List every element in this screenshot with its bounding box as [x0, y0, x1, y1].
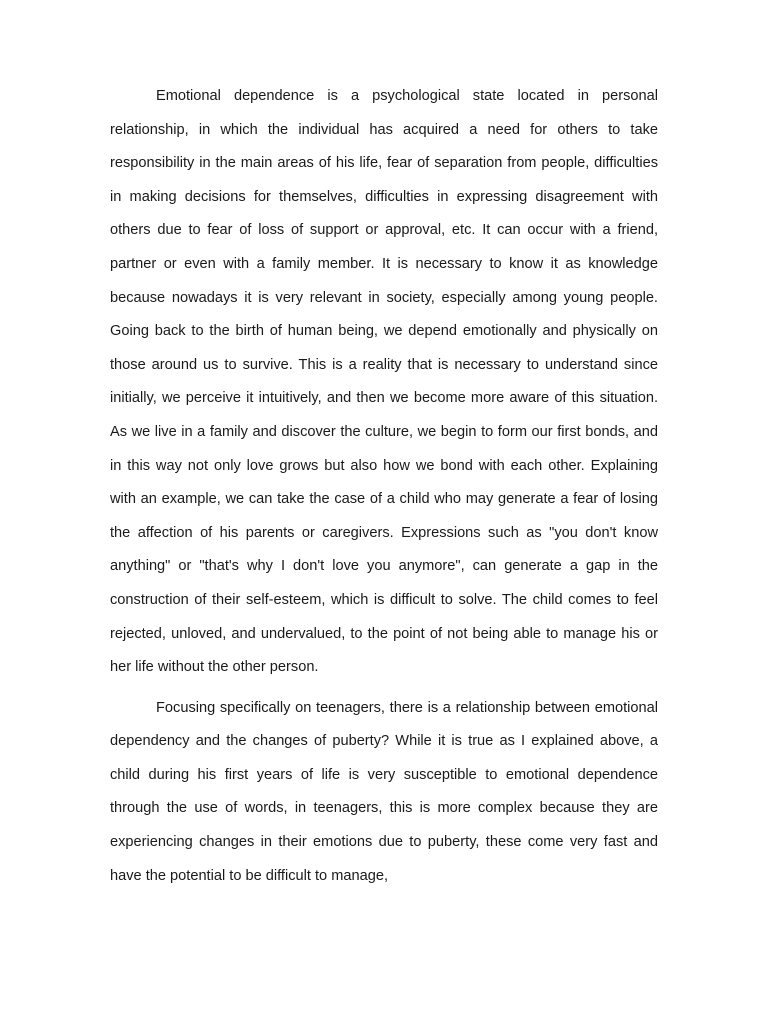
paragraph-emotional-dependence: Emotional dependence is a psychological state located in personal relationship, in which the individual has acquired a need for others to take responsibility in the main areas of his life, fear of separation from people, difficulties in making decisions for themselves, difficulties in expressing disagreement with others due to fear of loss of support or approval, etc. It can occur with a friend, partner or even with a family member. It is necessary to know it as knowledge because nowadays it is very relevant in society, especially among young people. Going back to the birth of human being, we depend emotionally and physically on those around us to survive. This is a reality that is necessary to understand since initially, we perceive it intuitively, and then we become more aware of this situation. As we live in a family and discover the culture, we begin to form our first bonds, and in this way not only love grows but also how we bond with each other. Explaining with an example, we can take the case of a child who may generate a fear of losing the affection of his parents or caregivers. Expressions such as "you don't know anything" or "that's why I don't love you anymore", can generate a gap in the construction of their self-esteem, which is difficult to solve. The child comes to feel rejected, unloved, and undervalued, to the point of not being able to manage his or her life without the other person. — [110, 88, 658, 676]
document-body — [110, 80, 658, 893]
paragraph-teenagers: Focusing specifically on teenagers, there is a relationship between emotional dependency and the changes of puberty? While it is true as I explained above, a child during his first years of life is very susceptible to emotional dependence through the use of words, in teenagers, this is more complex because they are experiencing changes in their emotions due to puberty, these come very fast and have the potential to be difficult to manage, — [110, 699, 658, 884]
